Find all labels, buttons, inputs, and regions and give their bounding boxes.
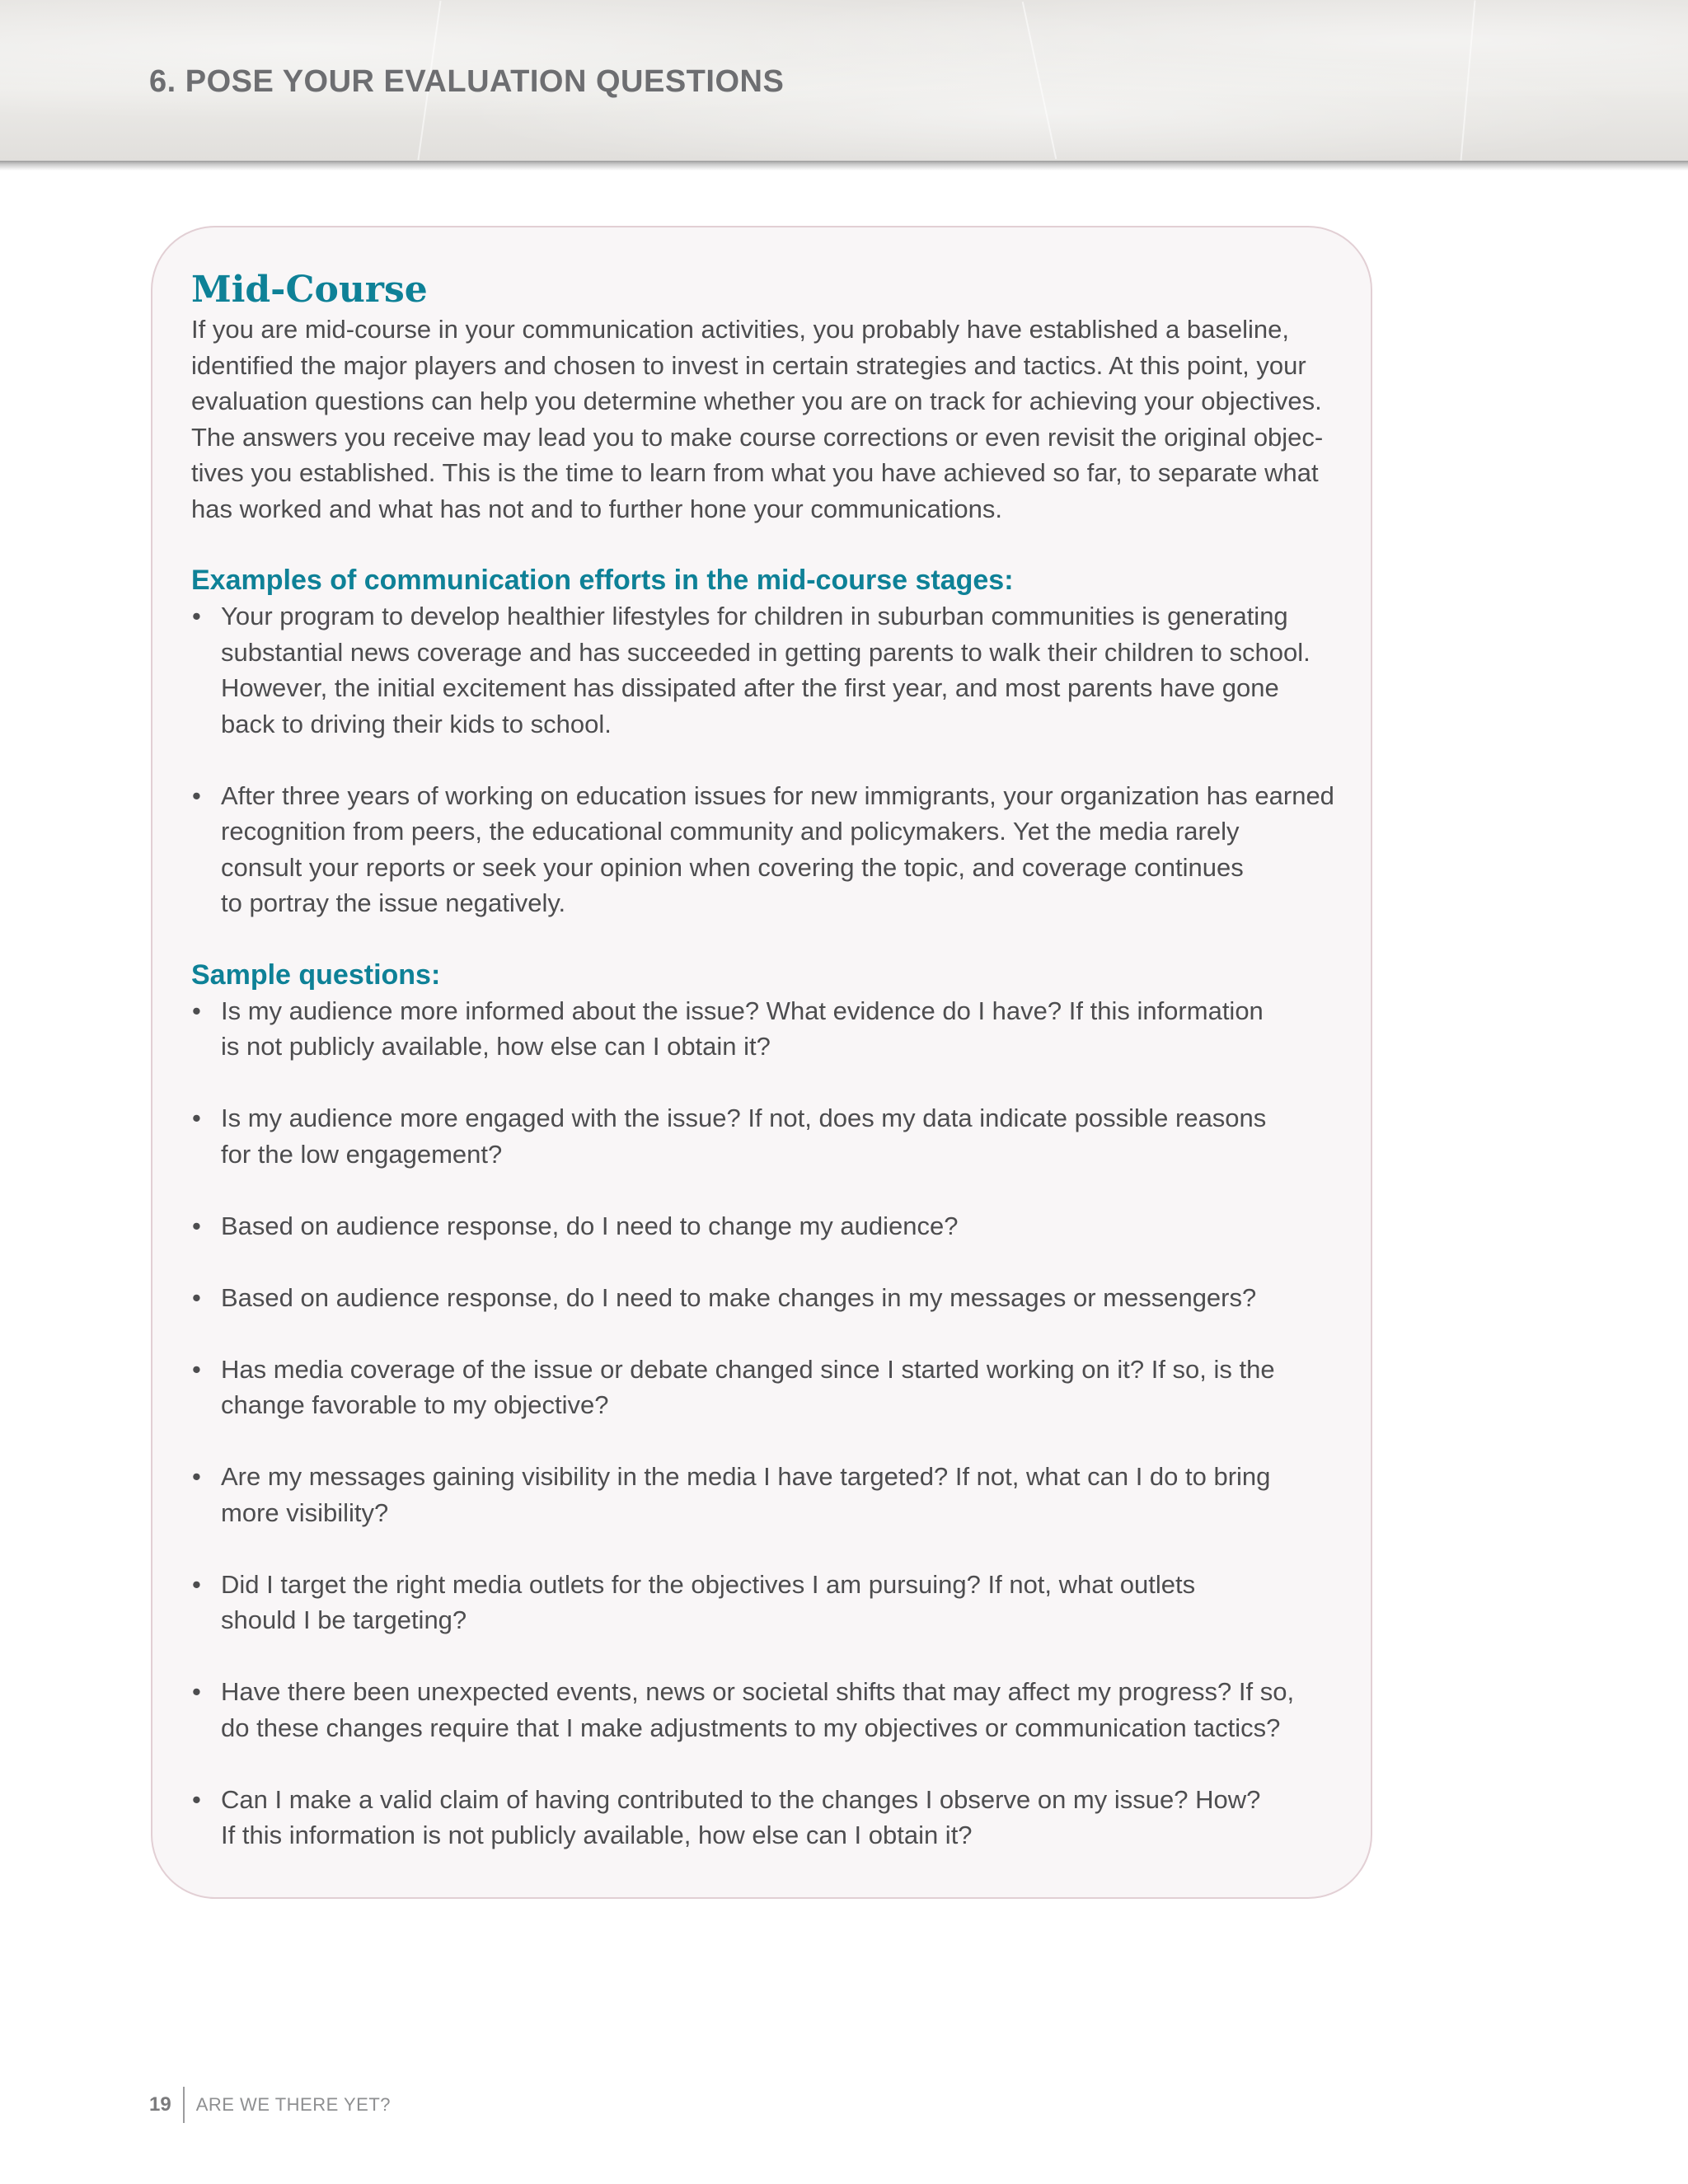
example-line: consult your reports or seek your opinion when covering the topic, and coverage continues [221, 852, 1244, 882]
intro-line: The answers you receive may lead you to make course corrections or even revisit the original objec- [191, 422, 1324, 452]
spacer [191, 1423, 1353, 1460]
question-line: Based on audience response, do I need to make changes in my messages or messengers? [221, 1282, 1257, 1312]
callout-content [191, 269, 1353, 1854]
bullet-icon: • [192, 1569, 201, 1599]
example-item [191, 778, 1353, 921]
question-item [191, 1100, 1353, 1172]
spacer [191, 1746, 1353, 1782]
intro-line: If you are mid-course in your communication activities, you probably have established a baseline, [191, 315, 1289, 344]
spacer [191, 1638, 1353, 1675]
page-footer [149, 2087, 391, 2123]
example-line: However, the initial excitement has dissipated after the first year, and most parents have gone [221, 673, 1279, 702]
bullet-icon: • [192, 1211, 201, 1240]
example-line: Your program to develop healthier lifestyles for children in suburban communities is generating [221, 602, 1288, 630]
paper-crease [1022, 2, 1057, 159]
spacer [191, 742, 1353, 778]
intro-line: evaluation questions can help you determine whether you are on track for achieving your objectives. [191, 387, 1322, 415]
spacer [191, 921, 1353, 957]
bullet-icon: • [192, 1354, 201, 1384]
example-line: recognition from peers, the educational community and policymakers. Yet the media rarely [221, 817, 1240, 846]
spacer [191, 527, 1353, 562]
spacer [191, 1065, 1353, 1101]
bullet-icon: • [192, 996, 201, 1025]
question-item [191, 1782, 1353, 1854]
example-line: to portray the issue negatively. [221, 888, 566, 917]
bullet-icon: • [192, 780, 201, 810]
example-line: After three years of working on education issues for new immigrants, your organization has earned [221, 780, 1334, 810]
sample-questions-heading: Sample questions: [191, 958, 441, 991]
bullet-icon: • [192, 1104, 201, 1132]
question-line: Is my audience more informed about the issue? What evidence do I have? If this information [221, 996, 1264, 1025]
question-item [191, 993, 1353, 1065]
publication-title: ARE WE THERE YET? [195, 2094, 392, 2115]
page-header-band [0, 0, 1688, 161]
spacer [191, 1530, 1353, 1567]
question-item [191, 1208, 1353, 1244]
question-item [191, 1459, 1353, 1530]
examples-list [191, 598, 1353, 921]
question-line: more visibility? [221, 1497, 389, 1527]
mid-course-callout-box [151, 226, 1372, 1899]
question-line: Did I target the right media outlets for the objectives I am pursuing? If not, what outlets [221, 1569, 1196, 1599]
question-item [191, 1674, 1353, 1746]
bullet-icon: • [192, 1462, 201, 1491]
intro-line: tives you established. This is the time to learn from what you have achieved so far, to separate what [191, 458, 1319, 487]
question-line: Can I make a valid claim of having contributed to the changes I observe on my issue? How? [221, 1784, 1261, 1814]
question-item [191, 1352, 1353, 1423]
question-line: Based on audience response, do I need to change my audience? [221, 1211, 959, 1240]
bullet-icon: • [192, 1784, 201, 1814]
question-line: do these changes require that I make adjustments to my objectives or communication tactics? [221, 1713, 1281, 1742]
example-line: back to driving their kids to school. [221, 709, 612, 738]
question-line: Are my messages gaining visibility in the media I have targeted? If not, what can I do to bring [221, 1462, 1271, 1491]
intro-line: identified the major players and chosen to invest in certain strategies and tactics. At this point, your [191, 350, 1306, 380]
question-item [191, 1567, 1353, 1638]
example-item [191, 598, 1353, 742]
page-number: 19 [149, 2093, 171, 2116]
bullet-icon: • [192, 1282, 201, 1312]
sample-questions-list [191, 993, 1353, 1854]
question-line: Has media coverage of the issue or debate changed since I started working on it? If so, is the [221, 1354, 1275, 1384]
question-item [191, 1280, 1353, 1316]
example-line: substantial news coverage and has succeeded in getting parents to walk their children to school. [221, 637, 1311, 667]
question-line: Is my audience more engaged with the issue? If not, does my data indicate possible reasons [221, 1104, 1267, 1132]
intro-paragraph [191, 312, 1353, 527]
question-line: Have there been unexpected events, news or societal shifts that may affect my progress? If so, [221, 1677, 1295, 1706]
spacer [191, 1244, 1353, 1280]
question-line: change favorable to my objective? [221, 1390, 609, 1419]
footer-divider [183, 2087, 185, 2123]
paper-crease [1461, 0, 1476, 160]
callout-heading: Mid-Course [191, 269, 428, 311]
section-title: 6. POSE YOUR EVALUATION QUESTIONS [149, 64, 785, 99]
bullet-icon: • [192, 1677, 201, 1706]
spacer [191, 1315, 1353, 1352]
question-line: is not publicly available, how else can I obtain it? [221, 1032, 771, 1061]
intro-line: has worked and what has not and to further hone your communications. [191, 494, 1002, 523]
question-line: If this information is not publicly available, how else can I obtain it? [221, 1821, 973, 1849]
spacer [191, 1172, 1353, 1208]
question-line: should I be targeting? [221, 1605, 467, 1634]
bullet-icon: • [192, 602, 201, 630]
question-line: for the low engagement? [221, 1139, 503, 1169]
examples-heading: Examples of communication efforts in the mid-course stages: [191, 565, 1014, 596]
